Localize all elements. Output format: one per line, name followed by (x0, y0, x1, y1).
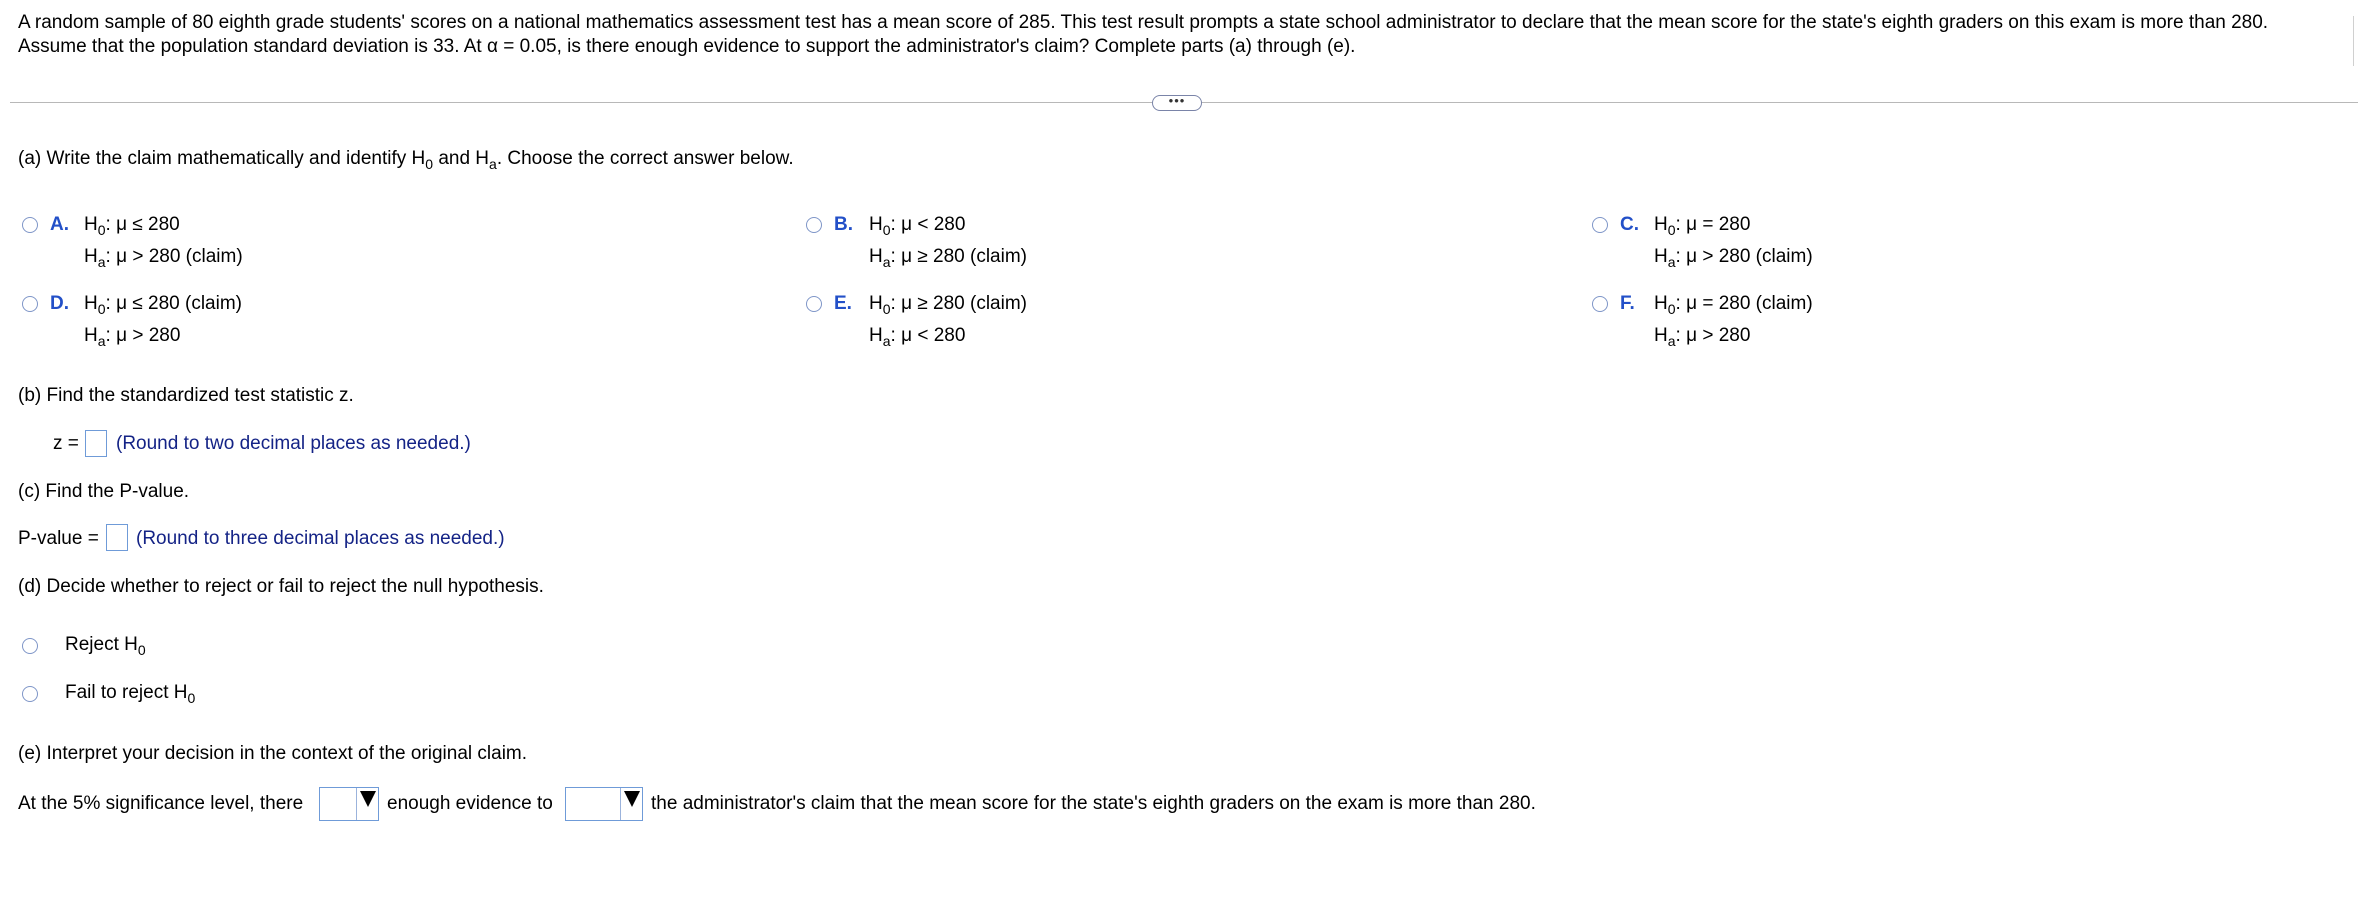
option-f-radio[interactable] (1592, 296, 1608, 312)
part-a-prompt-text-2: and H (433, 148, 490, 169)
subscript-a: a (882, 333, 891, 349)
option-c-h0[interactable] (1654, 214, 1750, 236)
option-c-letter[interactable]: C. (1620, 214, 1639, 235)
option-e-radio[interactable] (806, 296, 822, 312)
h-symbol: H (84, 325, 98, 346)
h-symbol: H (84, 246, 98, 267)
interpretation-text-3: the administrator's claim that the mean score for the state's eighth graders on the exam is more than 280. (651, 793, 1536, 814)
option-b-ha[interactable] (869, 246, 1027, 268)
option-a-ha-text: : μ > 280 (claim) (105, 246, 243, 267)
p-value-hint: (Round to three decimal places as needed.) (136, 528, 505, 549)
part-a-prompt (18, 148, 794, 170)
option-d-ha-text: : μ > 280 (105, 325, 181, 346)
option-f-h0[interactable] (1654, 293, 1813, 315)
part-e-prompt: (e) Interpret your decision in the context of the original claim. (18, 743, 528, 764)
interpretation-text-2: enough evidence to (387, 793, 553, 814)
subscript-a: a (97, 333, 106, 349)
h-symbol: H (1654, 325, 1668, 346)
subscript-0: 0 (137, 642, 146, 658)
subscript-0: 0 (1667, 301, 1676, 317)
option-f-letter[interactable]: F. (1620, 293, 1635, 314)
subscript-a: a (1667, 254, 1676, 270)
subscript-a: a (882, 254, 891, 270)
option-c-ha[interactable] (1654, 246, 1813, 268)
h-symbol: H (869, 325, 883, 346)
h-symbol: H (84, 214, 98, 235)
part-d-prompt: (d) Decide whether to reject or fail to reject the null hypothesis. (18, 576, 544, 597)
subscript-0: 0 (187, 690, 196, 706)
subscript-0: 0 (882, 301, 891, 317)
option-a-h0[interactable] (84, 214, 180, 236)
option-c-ha-text: : μ > 280 (claim) (1675, 246, 1813, 267)
option-b-h0-text: : μ < 280 (890, 214, 966, 235)
subscript-0: 0 (882, 222, 891, 238)
option-d-radio[interactable] (22, 296, 38, 312)
z-input[interactable] (85, 430, 107, 457)
h-symbol: H (84, 293, 98, 314)
reject-h0-label[interactable] (65, 634, 146, 656)
reject-h0-text: Reject H (65, 634, 138, 655)
subscript-a: a (97, 254, 106, 270)
h-symbol: H (1654, 214, 1668, 235)
option-f-h0-text: : μ = 280 (claim) (1675, 293, 1813, 314)
option-a-letter[interactable]: A. (50, 214, 69, 235)
option-e-ha-text: : μ < 280 (890, 325, 966, 346)
chevron-down-icon[interactable] (624, 791, 640, 807)
reject-h0-radio[interactable] (22, 638, 38, 654)
option-b-letter[interactable]: B. (834, 214, 853, 235)
subscript-a: a (489, 156, 497, 172)
expand-more-button[interactable]: ••• (1152, 95, 1202, 111)
option-e-ha[interactable] (869, 325, 965, 347)
part-c-prompt: (c) Find the P-value. (18, 481, 190, 502)
subscript-0: 0 (425, 156, 434, 172)
z-label: z = (53, 433, 79, 454)
p-value-input[interactable] (106, 524, 128, 551)
subscript-a: a (1667, 333, 1676, 349)
option-b-h0[interactable] (869, 214, 965, 236)
option-d-ha[interactable] (84, 325, 180, 347)
scrollbar[interactable] (2353, 16, 2358, 66)
option-d-h0[interactable] (84, 293, 242, 315)
subscript-0: 0 (97, 222, 106, 238)
dropdown-separator (356, 788, 357, 820)
dropdown-separator (620, 788, 621, 820)
support-dropdown[interactable] (565, 787, 643, 821)
part-a-prompt-text: (a) Write the claim mathematically and identify H (18, 148, 426, 169)
subscript-0: 0 (97, 301, 106, 317)
h-symbol: H (1654, 246, 1668, 267)
fail-to-reject-h0-radio[interactable] (22, 686, 38, 702)
option-a-ha[interactable] (84, 246, 243, 268)
there-is-dropdown[interactable] (319, 787, 379, 821)
part-b-prompt: (b) Find the standardized test statistic z. (18, 385, 354, 406)
h-symbol: H (869, 246, 883, 267)
option-c-h0-text: : μ = 280 (1675, 214, 1751, 235)
h-symbol: H (869, 214, 883, 235)
option-f-ha[interactable] (1654, 325, 1750, 347)
option-e-h0[interactable] (869, 293, 1027, 315)
option-b-radio[interactable] (806, 217, 822, 233)
fail-to-reject-h0-text: Fail to reject H (65, 682, 188, 703)
option-b-ha-text: : μ ≥ 280 (claim) (890, 246, 1027, 267)
fail-to-reject-h0-label[interactable] (65, 682, 195, 704)
option-c-radio[interactable] (1592, 217, 1608, 233)
option-e-letter[interactable]: E. (834, 293, 852, 314)
z-hint: (Round to two decimal places as needed.) (116, 433, 471, 454)
subscript-0: 0 (1667, 222, 1676, 238)
p-value-label: P-value = (18, 528, 99, 549)
part-a-prompt-text-3: . Choose the correct answer below. (496, 148, 794, 169)
option-a-h0-text: : μ ≤ 280 (105, 214, 180, 235)
option-a-radio[interactable] (22, 217, 38, 233)
option-d-letter[interactable]: D. (50, 293, 69, 314)
h-symbol: H (869, 293, 883, 314)
option-e-h0-text: : μ ≥ 280 (claim) (890, 293, 1027, 314)
h-symbol: H (1654, 293, 1668, 314)
interpretation-text-1: At the 5% significance level, there (18, 793, 304, 814)
option-d-h0-text: : μ ≤ 280 (claim) (105, 293, 242, 314)
problem-statement: A random sample of 80 eighth grade students' scores on a national mathematics assessment test has a mean score of 285. This test result prompts a state school administrator to declare that the mean score for the state's eighth graders on this exam is more than 280. Assume that the population standard deviation is 33. At α = 0.05, is there enough evidence to support the administrator's claim? Complete parts (a) through (e). (18, 12, 2269, 57)
option-f-ha-text: : μ > 280 (1675, 325, 1751, 346)
chevron-down-icon[interactable] (360, 791, 376, 807)
